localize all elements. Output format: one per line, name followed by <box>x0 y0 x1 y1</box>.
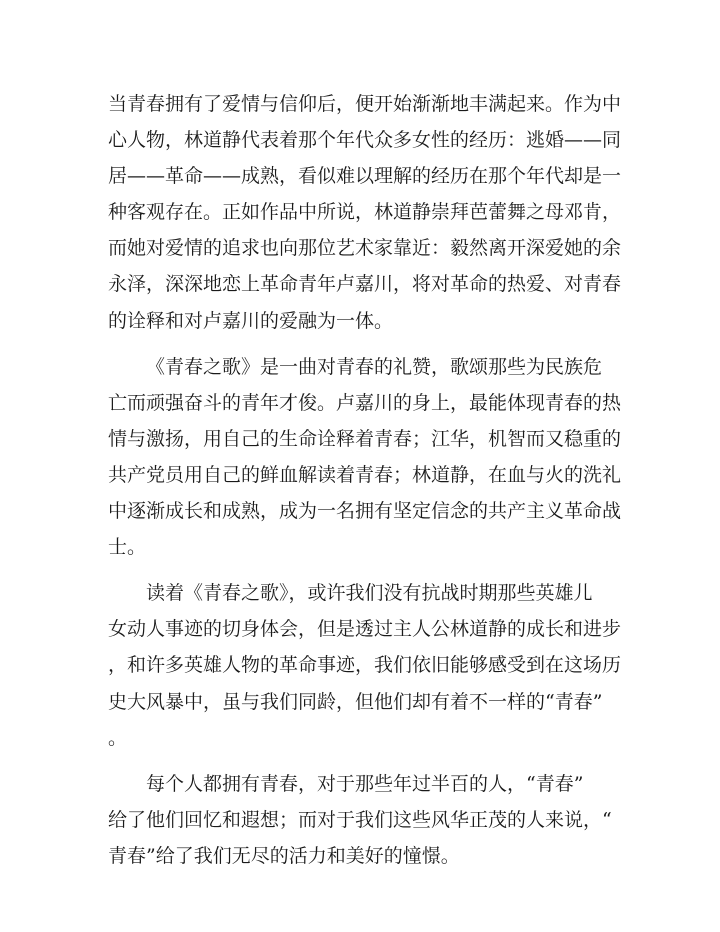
text-line: ，和许多英雄人物的革命事迹，我们依旧能够感受到在这场历 <box>108 654 622 677</box>
text-line: 心人物，林道静代表着那个年代众多女性的经历：逃婚——同 <box>108 129 622 152</box>
paragraph-4 <box>108 766 620 874</box>
text-line: 的诠释和对卢嘉川的爱融为一体。 <box>108 309 394 332</box>
text-line: 永泽，深深地恋上革命青年卢嘉川，将对革命的热爱、对青春 <box>108 273 622 296</box>
text-line: 亡而顽强奋斗的青年才俊。卢嘉川的身上，最能体现青春的热 <box>108 391 622 414</box>
text-line: 种客观存在。正如作品中所说，林道静崇拜芭蕾舞之母邓肯， <box>108 201 622 224</box>
paragraph-gap <box>108 339 620 349</box>
text-line: 女动人事迹的切身体会，但是透过主人公林道静的成长和进步 <box>108 618 622 641</box>
text-line: 共产党员用自己的鲜血解读着青春；林道静，在血与火的洗礼 <box>108 463 622 486</box>
text-line: 每个人都拥有青春，对于那些年过半百的人，“青春” <box>146 772 584 795</box>
text-line: 。 <box>108 726 128 749</box>
text-line: 而她对爱情的追求也向那位艺术家靠近：毅然离开深爱她的余 <box>108 237 622 260</box>
text-line: 史大风暴中，虽与我们同龄，但他们却有着不一样的“青春” <box>108 690 603 713</box>
paragraph-gap <box>108 565 620 575</box>
text-line: 士。 <box>108 536 147 559</box>
text-line: 《青春之歌》是一曲对青春的礼赞，歌颂那些为民族危 <box>146 355 603 378</box>
text-line: 青春”给了我们无尽的活力和美好的憧憬。 <box>108 844 460 867</box>
text-line: 给了他们回忆和遐想；而对于我们这些风华正茂的人来说，“ <box>108 808 612 831</box>
paragraph-gap <box>108 756 620 766</box>
text-line: 情与激扬，用自己的生命诠释着青春；江华，机智而又稳重的 <box>108 427 622 450</box>
text-line: 居——革命——成熟，看似难以理解的经历在那个年代却是一 <box>108 165 622 188</box>
text-line: 中逐渐成长和成熟，成为一名拥有坚定信念的共产主义革命战 <box>108 500 622 523</box>
paragraph-3 <box>108 575 620 755</box>
paragraph-1 <box>108 86 620 339</box>
text-line: 当青春拥有了爱情与信仰后，便开始渐渐地丰满起来。作为中 <box>108 93 622 115</box>
text-line: 读着《青春之歌》，或许我们没有抗战时期那些英雄儿 <box>146 582 593 605</box>
paragraph-2 <box>108 349 620 566</box>
document-page <box>108 86 620 874</box>
